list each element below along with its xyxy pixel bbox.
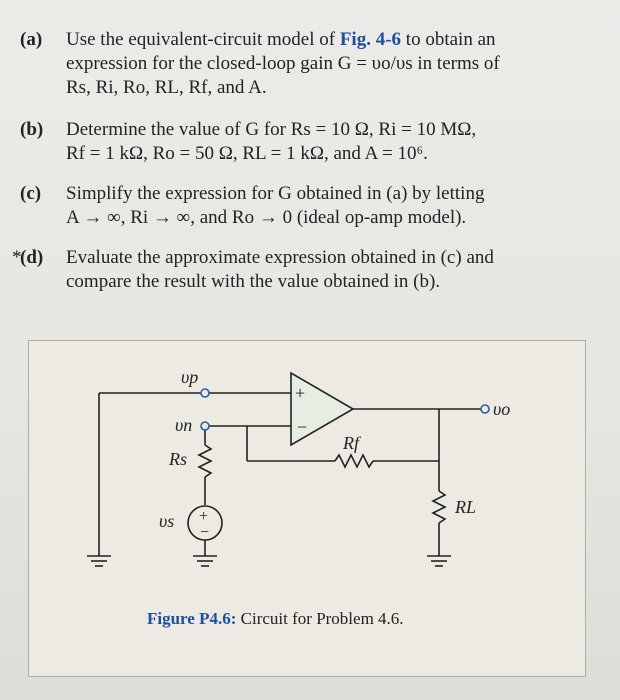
part-a-line-1: Use the equivalent-circuit model of Fig. 4-6 to obtain an [66, 29, 496, 50]
problem-part-a [20, 28, 600, 100]
rs-resistor [199, 445, 211, 477]
part-c-line-2: A → ∞, Ri → ∞, and Ro → 0 (ideal op-amp model). [66, 207, 467, 228]
vs-label: υs [159, 511, 175, 531]
part-d-line-1: Evaluate the approximate expression obtained in (c) and [66, 247, 494, 268]
part-c-label: (c) [20, 183, 42, 204]
part-d-label: (d) [20, 247, 44, 268]
rl-label: RL [455, 497, 477, 517]
vn-label: υn [175, 415, 193, 435]
problem-part-b [20, 118, 600, 166]
problem-part-d [12, 246, 600, 294]
rf-resistor [335, 455, 373, 467]
vp-node [201, 389, 209, 397]
op-amp-plus-sign: + [295, 383, 306, 403]
figure-caption-label: Figure P4.6: [147, 609, 237, 628]
part-b-label: (b) [20, 119, 44, 140]
vo-label: υo [493, 399, 511, 419]
part-b-line-1: Determine the value of G for Rs = 10 Ω, Ri = 10 MΩ, [66, 119, 477, 140]
figure-caption [147, 609, 404, 629]
problem-part-c [20, 182, 600, 230]
vn-node [201, 422, 209, 430]
part-b-line-2: Rf = 1 kΩ, Ro = 50 Ω, RL = 1 kΩ, and A = 10⁶. [66, 143, 428, 164]
rl-resistor [433, 491, 445, 523]
vo-terminal [481, 405, 489, 413]
rs-label: Rs [169, 449, 187, 469]
part-a-line-2: expression for the closed-loop gain G = υo/υs in terms of [66, 53, 500, 74]
part-d-line-2: compare the result with the value obtained in (b). [66, 271, 441, 292]
figure-caption-text: Circuit for Problem 4.6. [236, 609, 404, 628]
part-c-line-1: Simplify the expression for G obtained in (a) by letting [66, 183, 485, 204]
source-plus-sign: + [199, 508, 209, 525]
part-a-line-3: Rs, Ri, Ro, RL, Rf, and A. [66, 77, 267, 98]
figure-reference: Fig. 4-6 [339, 29, 402, 50]
rf-label: Rf [343, 433, 359, 453]
op-amp-minus-sign: − [297, 417, 308, 437]
starred-marker: * [12, 247, 22, 268]
source-minus-sign: − [200, 524, 210, 541]
vp-label: υp [181, 367, 199, 387]
circuit-figure [28, 340, 586, 677]
part-a-label: (a) [20, 29, 43, 50]
